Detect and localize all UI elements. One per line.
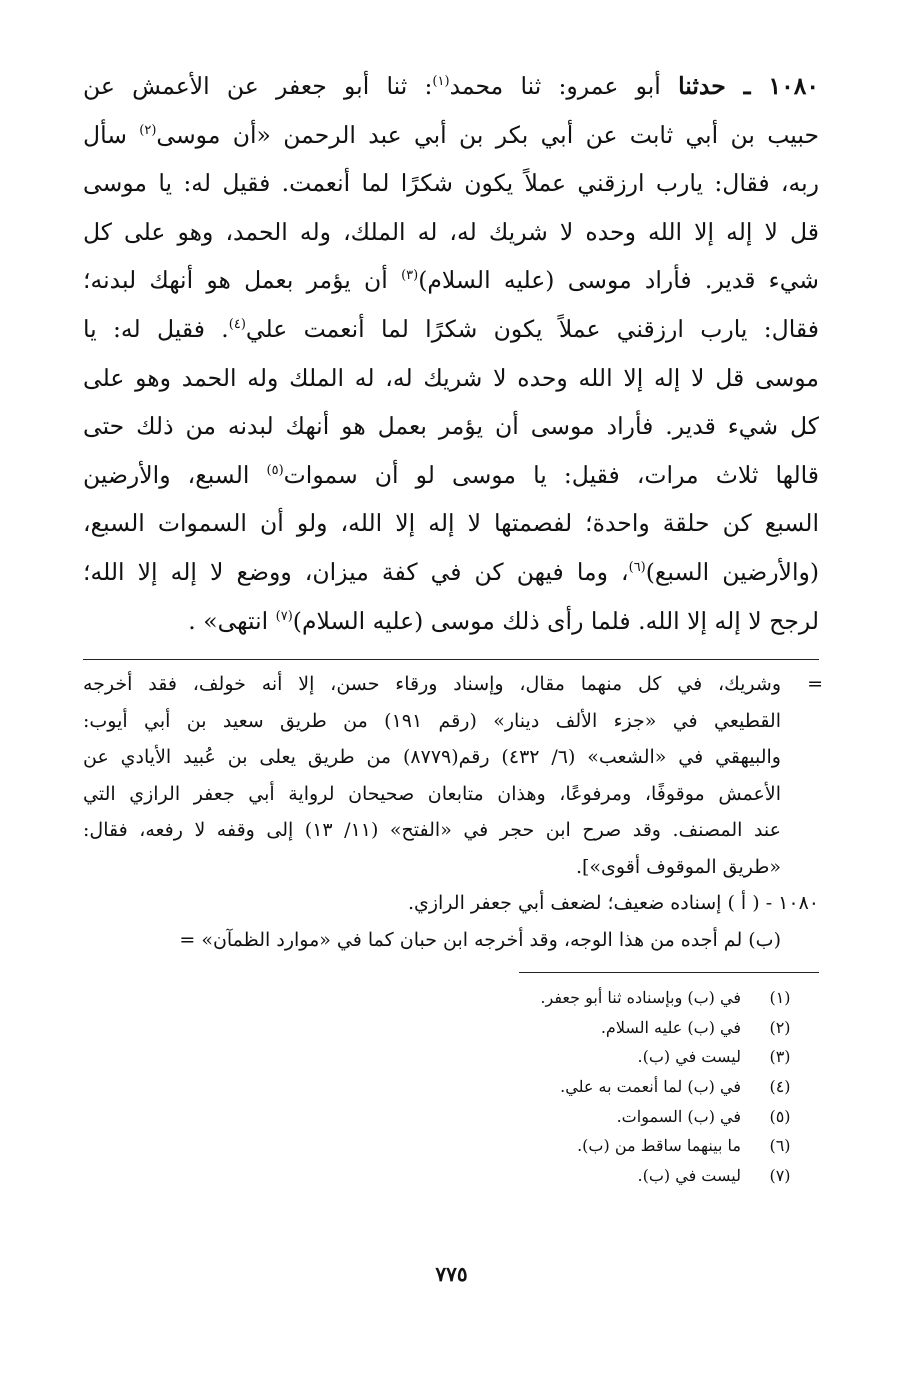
commentary-line: الأعمش موقوفًا، ومرفوعًا، وهذان متابعان صحيحان لرواية أبي جعفر الرازي التي: [83, 782, 781, 805]
text-line: [83, 305, 819, 354]
footnote-number: (٦): [769, 1136, 791, 1156]
text-segment: أبو عمرو: ثنا محمد: [449, 72, 679, 100]
text-segment: السبع كن حلقة واحدة؛ لفصمتها لا إله إلا الله، ولو أن السموات السبع،: [83, 509, 819, 538]
text-segment: قل لا إله إلا الله وحده لا شريك له، له الملك، وله الحمد، وهو على كل: [83, 217, 819, 246]
text-segment: . فقيل له: يا: [83, 314, 229, 343]
footnote-text: ليست في (ب).: [637, 1047, 741, 1067]
text-line: [83, 159, 819, 208]
text-segment: (والأرضين السبع): [645, 557, 819, 586]
text-segment: فقال: يارب ارزقني عملاً يكون شكرًا لما أنعمت علي: [245, 314, 819, 343]
footnote-number: (٢): [769, 1017, 791, 1037]
footnote-ref: (٣): [401, 268, 419, 284]
text-segment: سأل: [83, 120, 140, 149]
commentary-continued: [83, 666, 819, 885]
commentary-line: «طريق الموقوف أقوى»].: [575, 855, 781, 878]
footnote-number: (٤): [769, 1076, 791, 1096]
footnote: [83, 1161, 819, 1191]
commentary-item-b: (ب) لم أجده من هذا الوجه، وقد أخرجه ابن حبان كما في «موارد الظمآن» =: [179, 928, 781, 951]
hadith-number: ١٠٨٠ ـ حدثنا: [678, 72, 819, 100]
text-segment: ربه، فقال: يارب ارزقني عملاً يكون شكرًا لما أنعمت. فقيل له: يا موسى: [83, 169, 819, 198]
footnote-number: (٧): [769, 1165, 791, 1185]
text-line: [83, 597, 819, 646]
text-line: [83, 451, 819, 500]
text-line: [83, 62, 819, 111]
commentary-line: والبيهقي في «الشعب» (٦/ ٤٣٢) رقم(٨٧٧٩) من طريق يعلى بن عُبيد الأيادي عن: [83, 746, 781, 769]
page-body: [83, 62, 823, 1190]
footnote-text: في (ب) وبإسناده ثنا أبو جعفر.: [540, 988, 741, 1008]
footnote-text: ما بينهما ساقط من (ب).: [577, 1136, 741, 1156]
text-segment: السبع، والأرضين: [83, 460, 267, 489]
footnote-number: (٥): [769, 1106, 791, 1126]
commentary-block: [83, 666, 823, 958]
footnote: [83, 1131, 819, 1161]
text-segment: انتهى» .: [188, 606, 276, 635]
continuation-mark: =: [807, 673, 823, 696]
text-segment: ، وما فيهن كن في كفة ميزان، ووضع لا إله إلا الله؛: [83, 557, 629, 586]
text-segment: كل شيء قدير. فأراد موسى أن يؤمر بعمل هو أنهك لبدنه من ذلك حتى: [83, 412, 819, 441]
text-segment: قالها ثلاث مرات، فقيل: يا موسى لو أن سموات: [283, 460, 819, 489]
footnote: [83, 1013, 819, 1043]
footnote-text: في (ب) عليه السلام.: [600, 1017, 741, 1037]
footnote-ref: (٢): [139, 122, 157, 138]
text-line: [83, 111, 819, 160]
footnote-ref: (١): [432, 74, 450, 89]
text-line: [83, 548, 819, 597]
footnote: [83, 983, 819, 1013]
hadith-text: [83, 62, 819, 645]
text-segment: أن يؤمر بعمل هو أنهك لبدنه؛: [83, 266, 402, 295]
footnotes-divider: [519, 972, 819, 973]
text-line: [83, 256, 819, 305]
text-segment: حبيب بن أبي ثابت عن أبي بكر بن أبي عبد الرحمن «أن موسى: [156, 120, 819, 149]
footnote-text: في (ب) السموات.: [616, 1106, 741, 1126]
footnote-ref: (٦): [628, 559, 646, 575]
footnote-number: (٣): [769, 1047, 791, 1067]
commentary-item-a: ١٠٨٠ - ( أ ) إسناده ضعيف؛ لضعف أبي جعفر الرازي.: [407, 892, 819, 915]
footnote-ref: (٤): [228, 316, 246, 332]
text-segment: : ثنا أبو جعفر عن الأعمش عن: [83, 72, 433, 100]
footnote-text: في (ب) لما أنعمت به علي.: [560, 1076, 741, 1096]
footnote-ref: (٥): [266, 462, 284, 478]
footnote: [83, 1102, 819, 1132]
commentary-line: وشريك، في كل منهما مقال، وإسناد ورقاء حسن، إلا أنه خولف، فقد أخرجه: [83, 673, 781, 696]
text-segment: شيء قدير. فأراد موسى (عليه السلام): [418, 266, 819, 295]
text-line: [83, 402, 819, 451]
page-number: ٧٧٥: [435, 1262, 468, 1286]
footnote-number: (١): [769, 988, 791, 1008]
footnote-text: ليست في (ب).: [637, 1165, 741, 1185]
text-line: [83, 354, 819, 403]
commentary-line: القطيعي في «جزء الألف دينار» (رقم ١٩١) من طريق سعيد بن أبي أيوب:: [83, 709, 781, 732]
footnote: [83, 1072, 819, 1102]
text-line: [83, 499, 819, 548]
commentary-line: عند المصنف. وقد صرح ابن حجر في «الفتح» (١١/ ١٣) إلى وقفه لا رفعه، فقال:: [83, 819, 781, 842]
divider-line: [83, 659, 819, 660]
text-segment: موسى قل لا إله إلا الله وحده لا شريك له، له الملك وله الحمد وهو على: [83, 363, 819, 392]
text-segment: لرجح لا إله إلا الله. فلما رأى ذلك موسى (عليه السلام): [292, 606, 819, 635]
text-line: [83, 208, 819, 257]
footnote: [83, 1042, 819, 1072]
footnote-ref: (٧): [275, 608, 293, 624]
footnotes: [83, 983, 819, 1190]
